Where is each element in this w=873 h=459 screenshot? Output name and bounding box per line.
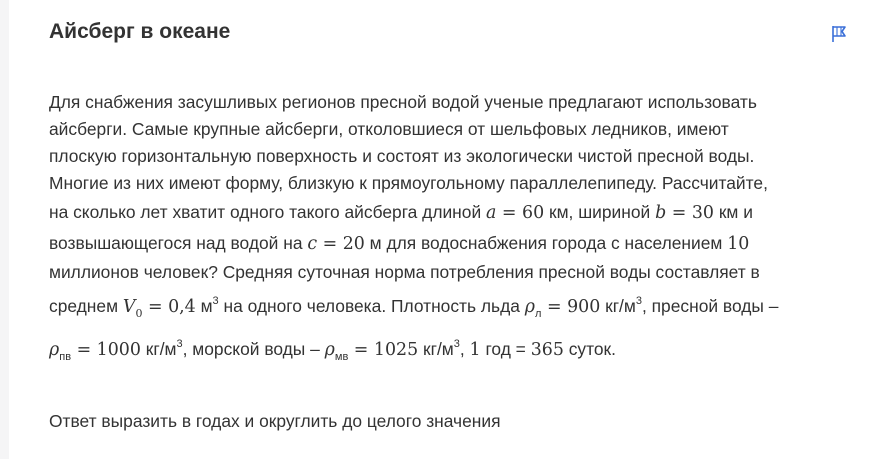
answer-hint: Ответ выразить в годах и округлить до целого значения — [49, 411, 501, 431]
math-superscript: 3 — [453, 338, 460, 350]
text-run: км, шириной — [544, 202, 656, 222]
flag-icon[interactable] — [829, 24, 849, 44]
math-value: 365 — [530, 340, 564, 360]
math-value: = 20 — [317, 234, 365, 254]
text-run: среднем — [49, 296, 123, 316]
math-superscript: 3 — [635, 295, 642, 307]
statement-line: Для снабжения засушливых регионов пресной водой ученые предлагают использовать — [49, 92, 757, 112]
math-value: 1 — [469, 340, 481, 360]
text-run: м для водоснабжения города с населением — [364, 233, 728, 253]
math-var-a: a — [486, 203, 497, 223]
statement-line: Многие из них имеют форму, близкую к прямоугольному параллелепипеду. Рассчитайте, — [49, 173, 768, 193]
math-var-rho: ρ — [49, 340, 60, 360]
statement-line: айсберги. Самые крупные айсберги, отколовшиеся от шельфовых ледников, имеют — [49, 119, 729, 139]
text-run: год = — [480, 339, 531, 359]
math-var-rho: ρ — [524, 297, 536, 317]
text-run: , пресной воды – — [641, 296, 779, 316]
text-run: на одного человека. Плотность льда — [218, 296, 525, 316]
text-run: возвышающегося над водой на — [49, 233, 308, 253]
math-var-b: b — [655, 203, 667, 223]
task-title: Айсберг в океане — [49, 20, 231, 43]
text-run: , морской воды – — [182, 339, 325, 359]
text-run: кг/м — [140, 339, 177, 359]
text-run: , — [459, 339, 470, 359]
math-subscript: 0 — [135, 307, 143, 320]
text-run: кг/м — [418, 339, 454, 359]
task-statement — [49, 89, 849, 372]
math-value: = 0,4 — [142, 297, 196, 317]
math-value: 10 — [727, 234, 750, 254]
text-run: на сколько лет хватит одного такого айсберга длиной — [49, 202, 486, 222]
math-value: = 60 — [496, 203, 545, 223]
math-var-rho: ρ — [324, 340, 335, 360]
text-run: м — [195, 296, 213, 316]
math-superscript: 3 — [212, 295, 219, 307]
math-subscript: пв — [59, 351, 72, 363]
text-run: кг/м — [600, 296, 636, 316]
statement-line: плоскую горизонтальную поверхность и состоят из экологически чистой пресной воды. — [49, 146, 755, 166]
text-run: км и — [713, 202, 753, 222]
text-run: суток. — [563, 339, 616, 359]
math-var-c: c — [307, 234, 318, 254]
left-edge — [0, 0, 9, 459]
math-value: = 30 — [666, 203, 714, 223]
math-superscript: 3 — [176, 338, 183, 350]
statement-line: миллионов человек? Средняя суточная норма потребления пресной воды составляет в — [49, 262, 760, 282]
statement-line — [49, 329, 849, 372]
statement-line — [49, 228, 849, 259]
math-subscript: л — [535, 308, 542, 320]
math-value: = 1000 — [71, 340, 141, 360]
math-var-v: V — [122, 297, 136, 317]
statement-line — [49, 286, 849, 329]
statement-line — [49, 197, 849, 228]
math-value: = 1025 — [348, 340, 419, 360]
math-value: = 900 — [541, 297, 601, 317]
math-subscript: мв — [334, 351, 349, 363]
